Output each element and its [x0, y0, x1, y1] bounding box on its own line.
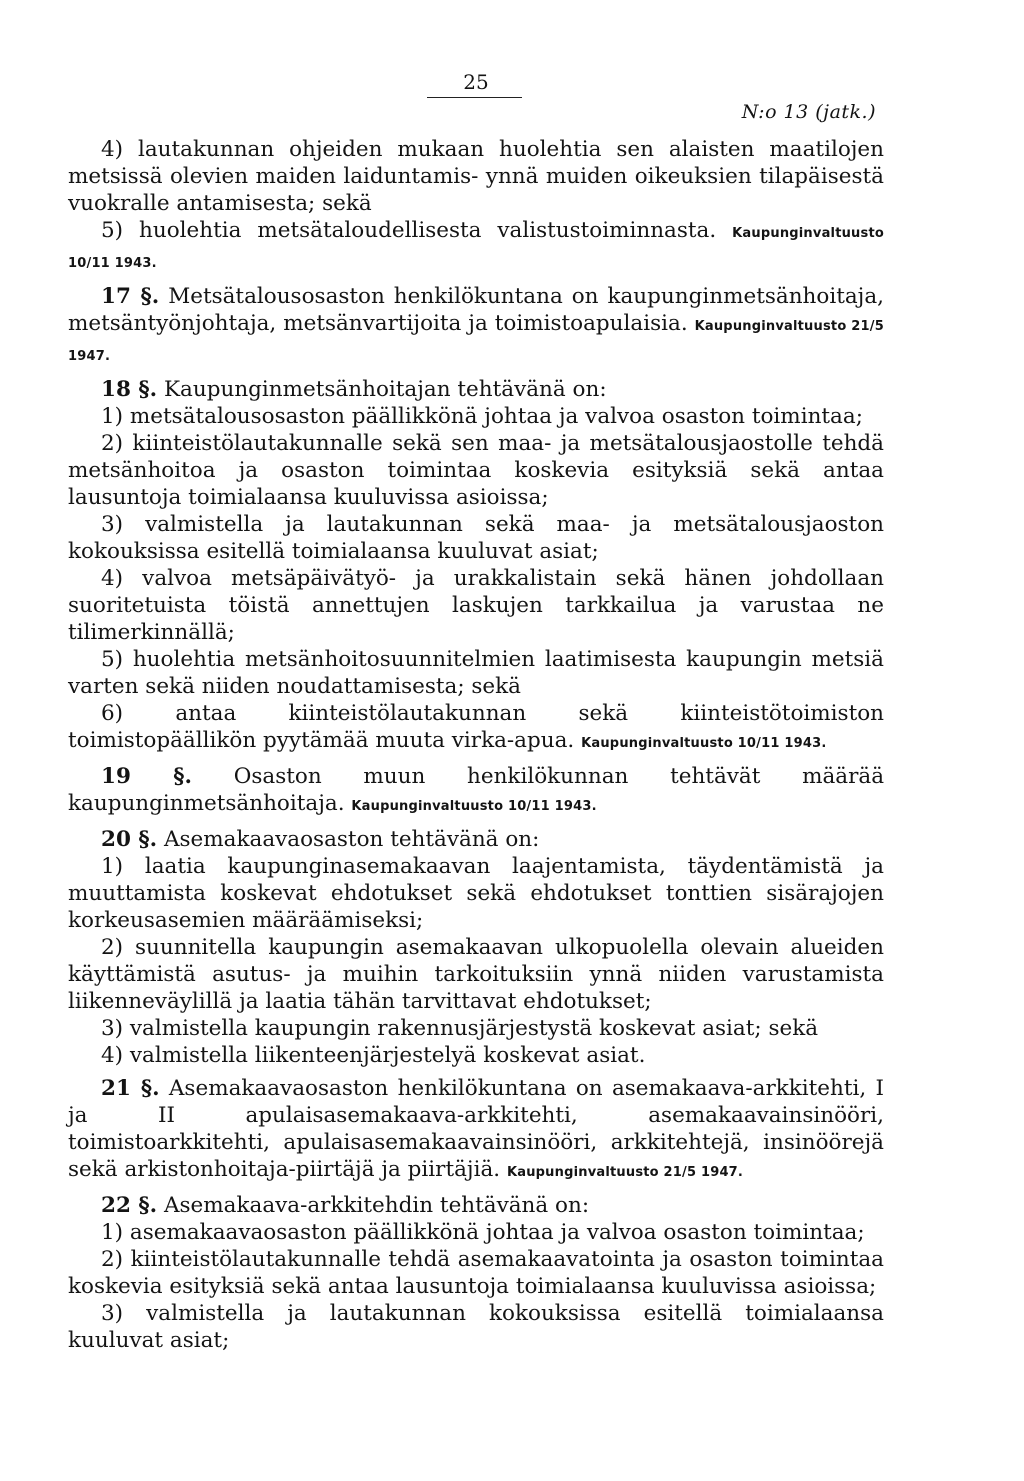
- paragraph-text: 1) metsätalousosaston päällikkönä johtaa ja valvoa osaston toimintaa;: [101, 404, 863, 429]
- list-item-paragraph: [68, 511, 884, 565]
- paragraph-text: 5) huolehtia metsätaloudellisesta valistustoiminnasta.: [101, 218, 717, 243]
- paragraph-text: 2) kiinteistölautakunnalle tehdä asemakaavatointa ja osaston toimintaa koskevia esityksiä sekä antaa lausuntoja toimialaansa kuuluvissa asioissa;: [68, 1247, 884, 1299]
- council-reference: Kaupunginvaltuusto 21/5 1947.: [506, 1165, 744, 1180]
- section-paragraph: [68, 1192, 884, 1219]
- list-item-paragraph: [68, 217, 884, 277]
- paragraph-text: Asemakaavaosaston henkilökuntana on asemakaava-arkkitehti, I ja II apulaisasemakaava-arkkitehti, asemakaavainsinööri, toimistoarkkitehti, apulaisasemakaavainsinööri, arkkitehtejä, insinöörejä sekä arkistonhoitaja-piirtäjä ja piirtäjiä.: [68, 1076, 884, 1182]
- section-number: 18 §.: [101, 377, 158, 402]
- paragraph-text: Metsätalousosaston henkilökuntana on kaupunginmetsänhoitaja, metsäntyönjohtaja, metsänvartijoita ja toimistoapulaisia.: [68, 284, 884, 336]
- section-paragraph: [68, 826, 884, 853]
- paragraph-text: 4) valvoa metsäpäivätyö- ja urakkalistain sekä hänen johdollaan suoritetuista töistä annettujen laskujen tarkkailua ja varustaa ne tilimerkinnällä;: [68, 566, 884, 645]
- paragraph-text: 3) valmistella ja lautakunnan kokouksissa esitellä toimialaansa kuuluvat asiat;: [68, 1301, 884, 1353]
- council-reference: Kaupunginvaltuusto 21/5 1947.: [68, 319, 884, 364]
- page-number-rule: [427, 97, 522, 98]
- list-item-paragraph: [68, 136, 884, 217]
- section-number: 17 §.: [101, 284, 160, 309]
- paragraph-text: Kaupunginmetsänhoitajan tehtävänä on:: [163, 377, 607, 402]
- list-item-paragraph: [68, 934, 884, 1015]
- list-item-paragraph: [68, 1042, 884, 1069]
- section-number: 21 §.: [101, 1076, 160, 1101]
- page-number: 25: [463, 70, 489, 94]
- list-item-paragraph: [68, 403, 884, 430]
- council-reference: Kaupunginvaltuusto 10/11 1943.: [581, 736, 827, 751]
- paragraph-text: 3) valmistella kaupungin rakennusjärjestystä koskevat asiat; sekä: [101, 1016, 819, 1041]
- paragraph-text: Asemakaava-arkkitehdin tehtävänä on:: [163, 1193, 590, 1218]
- paragraph-text: 4) lautakunnan ohjeiden mukaan huolehtia sen alaisten maatilojen metsissä olevien maiden laiduntamis- ynnä muiden oikeuksien tilapäisestä vuokralle antamisesta; sekä: [68, 137, 884, 216]
- list-item-paragraph: [68, 1300, 884, 1354]
- paragraph-text: Asemakaavaosaston tehtävänä on:: [163, 827, 540, 852]
- section-paragraph: [68, 1075, 884, 1186]
- list-item-paragraph: [68, 1219, 884, 1246]
- paragraph-text: 6) antaa kiinteistölautakunnan sekä kiinteistötoimiston toimistopäällikön pyytämää muuta virka-apua.: [68, 701, 884, 753]
- section-number: 22 §.: [101, 1193, 158, 1218]
- section-paragraph: [68, 283, 884, 370]
- paragraph-text: 3) valmistella ja lautakunnan sekä maa- ja metsätalousjaoston kokouksissa esitellä toimialaansa kuuluvat asiat;: [68, 512, 884, 564]
- list-item-paragraph: [68, 1246, 884, 1300]
- list-item-paragraph: [68, 853, 884, 934]
- paragraph-text: 1) laatia kaupunginasemakaavan laajentamista, täydentämistä ja muuttamista koskevat ehdotukset sekä ehdotukset tonttien sisärajojen korkeusasemien määräämiseksi;: [68, 854, 884, 933]
- list-item-paragraph: [68, 700, 884, 757]
- paragraph-text: Osaston muun henkilökunnan tehtävät määrää kaupunginmetsänhoitaja.: [68, 764, 885, 816]
- body-text: [68, 136, 884, 1354]
- list-item-paragraph: [68, 430, 884, 511]
- paragraph-text: 1) asemakaavaosaston päällikkönä johtaa ja valvoa osaston toimintaa;: [101, 1220, 865, 1245]
- list-item-paragraph: [68, 1015, 884, 1042]
- continuation-header: N:o 13 (jatk.): [741, 101, 876, 123]
- list-item-paragraph: [68, 646, 884, 700]
- paragraph-text: 2) suunnitella kaupungin asemakaavan ulkopuolella olevain alueiden käyttämistä asutus- ja muihin tarkoituksiin ynnä niiden varustamista liikenneväylillä ja laatia tähän tarvittavat ehdotukset;: [68, 935, 884, 1014]
- section-number: 20 §.: [101, 827, 158, 852]
- paragraph-text: 2) kiinteistölautakunnalle sekä sen maa- ja metsätalousjaostolle tehdä metsänhoitoa ja osaston toimintaa koskevia esityksiä sekä antaa lausuntoja toimialaansa kuuluvissa asioissa;: [68, 431, 884, 510]
- council-reference: Kaupunginvaltuusto 10/11 1943.: [351, 799, 597, 814]
- section-paragraph: [68, 376, 884, 403]
- list-item-paragraph: [68, 565, 884, 646]
- paragraph-text: 4) valmistella liikenteenjärjestelyä koskevat asiat.: [101, 1043, 646, 1068]
- paragraph-text: 5) huolehtia metsänhoitosuunnitelmien laatimisesta kaupungin metsiä varten sekä niiden noudattamisesta; sekä: [68, 647, 884, 699]
- council-reference: Kaupunginvaltuusto 10/11 1943.: [68, 226, 884, 271]
- section-number: 19 §.: [101, 764, 193, 789]
- section-paragraph: [68, 763, 884, 820]
